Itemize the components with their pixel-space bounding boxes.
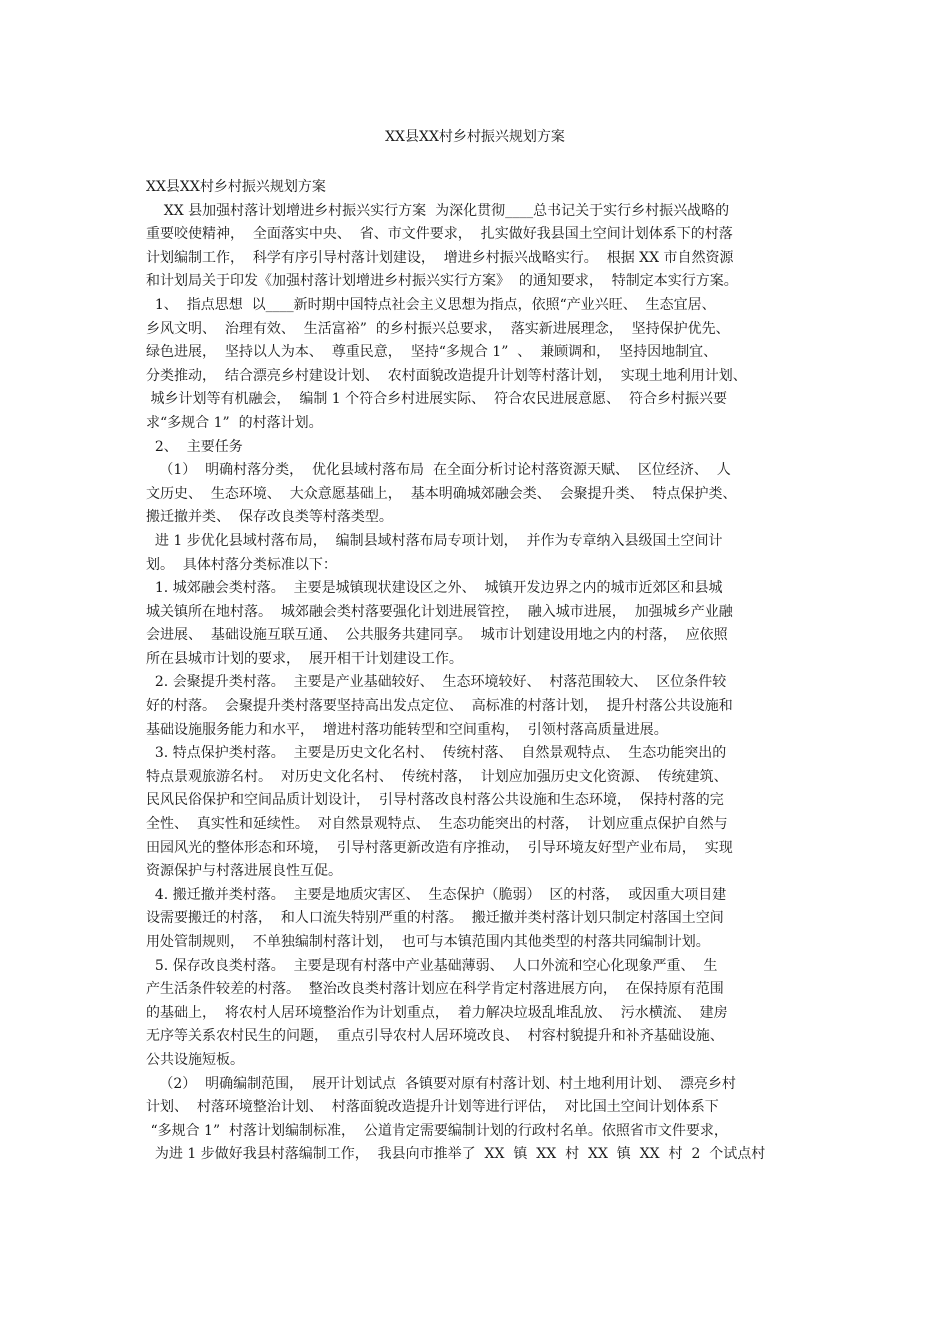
text-line: 会进展、 基础设施互联互通、 公共服务共建同享。 城市计划建设用地之内的村落， 应依照 xyxy=(146,627,728,644)
text-line: 民风民俗保护和空间品质计划设计， 引导村落改良村落公共设施和生态环境， 保持村落的完 xyxy=(146,792,724,809)
text-line: 绿色进展， 坚持以人为本、 尊重民意， 坚持“多规合 1” 、 兼顾调和， 坚持因地制宜、 xyxy=(146,344,718,361)
text-line: 分类推动， 结合漂亮乡村建设计划、 农村面貌改造提升计划等村落计划， 实现土地利用计划、 xyxy=(146,367,747,384)
text-line: XX县XX村乡村振兴规划方案 xyxy=(146,179,326,195)
text-line: 重要咬使精神， 全面落实中央、 省、市文件要求， 扎实做好我县国土空间计划体系下的村落 xyxy=(146,226,733,243)
text-line: XX 县加强村落计划增进乡村振兴实行方案 为深化贯彻____总书记关于实行乡村振兴战略的 xyxy=(146,202,730,219)
text-line: 计划、 村落环境整治计划、 村落面貌改造提升计划等进行评估， 对比国土空间计划体系下 xyxy=(146,1099,719,1116)
document-body xyxy=(146,176,816,1167)
text-line: 无序等关系农村民生的问题， 重点引导农村人居环境改良、 村容村貌提升和补齐基础设施、 xyxy=(146,1028,724,1045)
text-line: 为进 1 步做好我县村落编制工作， 我县向市推举了 XX 镇 XX 村 XX 镇 XX 村 2 个试点村 xyxy=(146,1146,766,1163)
text-line: 设需要搬迁的村落， 和人口流失特别严重的村落。 搬迁撤并类村落计划只制定村落国土空间 xyxy=(146,910,724,927)
text-line: （2） 明确编制范围， 展开计划试点 各镇要对原有村落计划、村土地利用计划、 漂亮乡村 xyxy=(146,1075,736,1092)
text-line: 进 1 步优化县域村落布局， 编制县域村落布局专项计划， 并作为专章纳入县级国土空间计 xyxy=(146,532,723,549)
text-line: 1、 指点思想 以____新时期中国特点社会主义思想为指点，依照“产业兴旺、 生态宜居、 xyxy=(146,296,716,313)
text-line: 3. 特点保护类村落。 主要是历史文化名村、 传统村落、 自然景观特点、 生态功能突出的 xyxy=(146,745,727,762)
text-line: 4. 搬迁撤并类村落。 主要是地质灾害区、 生态保护（脆弱） 区的村落， 或因重大项目建 xyxy=(146,886,727,903)
text-line: （1） 明确村落分类， 优化县域村落布局 在全面分析讨论村落资源天赋、 区位经济、 人 xyxy=(146,462,731,479)
text-line: 公共设施短板。 xyxy=(146,1051,244,1068)
text-line: 基础设施服务能力和水平， 增进村落功能转型和空间重构， 引领村落高质量进展。 xyxy=(146,721,668,738)
text-line: 文历史、 生态环境、 大众意愿基础上， 基本明确城郊融会类、 会聚提升类、 特点保护类、 xyxy=(146,485,737,502)
text-line: 的基础上， 将农村人居环境整治作为计划重点， 着力解决垃圾乱堆乱放、 污水横流、 建房 xyxy=(146,1004,728,1021)
text-line: 搬迁撤并类、 保存改良类等村落类型。 xyxy=(146,509,393,526)
text-line: 特点景观旅游名村。 对历史文化名村、 传统村落， 计划应加强历史文化资源、 传统建筑、 xyxy=(146,768,728,785)
text-line: 计划编制工作， 科学有序引导村落计划建设， 增进乡村振兴战略实行。 根据 XX 市自然资源 xyxy=(146,249,734,266)
text-line: 城关镇所在地村落。 城郊融会类村落要强化计划进展管控， 融入城市进展， 加强城乡产业融 xyxy=(146,603,733,620)
text-line: 城乡计划等有机融会， 编制 1 个符合乡村进展实际、 符合农民进展意愿、 符合乡村振兴要 xyxy=(146,391,727,408)
text-line: 和计划局关于印发《加强村落计划增进乡村振兴实行方案》 的通知要求， 特制定本实行方案。 xyxy=(146,273,738,290)
text-line: 好的村落。 会聚提升类村落要坚持高出发点定位、 高标准的村落计划， 提升村落公共设施和 xyxy=(146,698,733,715)
text-line: 用处管制规则， 不单独编制村落计划， 也可与本镇范围内其他类型的村落共同编制计划。 xyxy=(146,934,710,950)
text-line: 全性、 真实性和延续性。 对自然景观特点、 生态功能突出的村落， 计划应重点保护自然与 xyxy=(146,816,728,833)
text-line: 资源保护与村落进展良性互促。 xyxy=(146,863,342,880)
text-line: “多规合 1” 村落计划编制标准， 公道肯定需要编制计划的行政村名单。依照省市文件要求， xyxy=(146,1122,728,1139)
text-line: 田园风光的整体形态和环境， 引导村落更新改造有序推动， 引导环境友好型产业布局， 实现 xyxy=(146,839,733,856)
text-line: 2、 主要任务 xyxy=(146,438,243,455)
text-line: 产生活条件较差的村落。 整治改良类村落计划应在科学肯定村落进展方向， 在保持原有范围 xyxy=(146,981,724,998)
text-line: 求“多规合 1” 的村落计划。 xyxy=(146,414,323,431)
text-line: 1. 城郊融会类村落。 主要是城镇现状建设区之外、 城镇开发边界之内的城市近郊区和县城 xyxy=(146,580,723,597)
text-line: 划。 具体村落分类标准以下： xyxy=(146,556,337,573)
text-line: 2. 会聚提升类村落。 主要是产业基础较好、 生态环境较好、 村落范围较大、 区位条件较 xyxy=(146,674,727,691)
text-line: 乡风文明、 治理有效、 生活富裕” 的乡村振兴总要求， 落实新进展理念， 坚持保护优先、 xyxy=(146,320,730,337)
text-line: 所在县城市计划的要求， 展开相干计划建设工作。 xyxy=(146,650,463,667)
text-line: 5. 保存改良类村落。 主要是现有村落中产业基础薄弱、 人口外流和空心化现象严重、 生 xyxy=(146,957,718,974)
document-title: XX县XX村乡村振兴规划方案 xyxy=(385,129,565,145)
